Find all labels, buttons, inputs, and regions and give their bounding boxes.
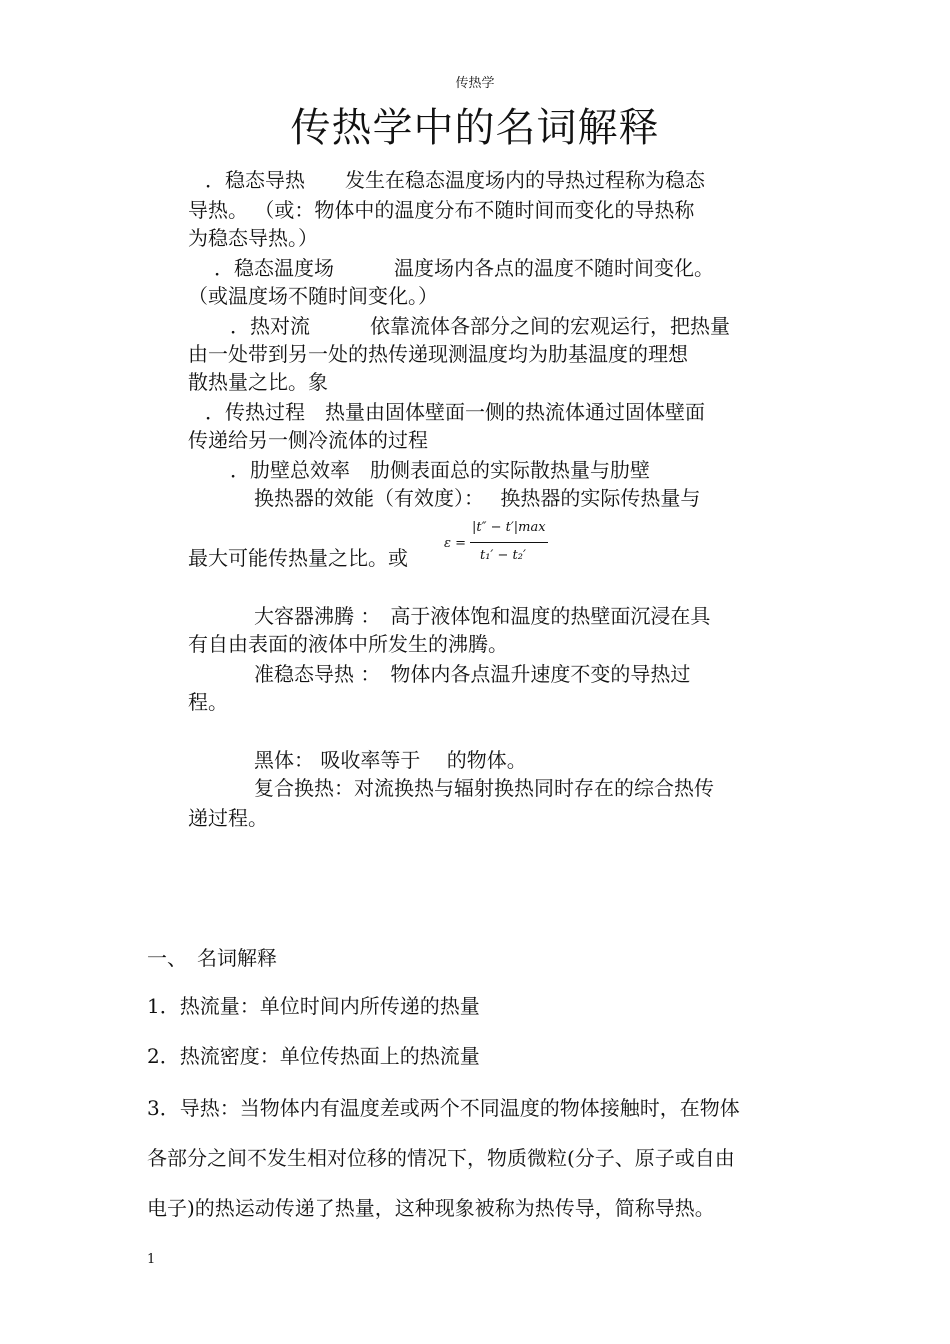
definition-item: 电子)的热运动传递了热量，这种现象被称为热传导，简称导热。 — [147, 1196, 715, 1220]
fraction-bar — [470, 542, 548, 543]
text-line: 换热器的效能（有效度）： 换热器的实际传热量与 — [254, 486, 701, 510]
text-line: 散热量之比。象 — [188, 370, 328, 394]
formula-lhs: ε = — [444, 536, 467, 551]
text-line: 导热。 （或：物体中的温度分布不随时间而变化的导热称 — [188, 198, 695, 222]
text-line: 黑体： 吸收率等于 的物体。 — [254, 748, 527, 772]
definition-item: 各部分之间不发生相对位移的情况下，物质微粒(分子、原子或自由 — [147, 1146, 735, 1170]
definition-item: 2．热流密度：单位传热面上的热流量 — [147, 1044, 480, 1068]
text-line: 为稳态导热。） — [188, 226, 318, 250]
text-line: 程。 — [188, 690, 228, 714]
running-header: 传热学 — [455, 76, 495, 91]
effectiveness-formula — [440, 518, 555, 574]
text-line: 准稳态导热 ： 物体内各点温升速度不变的导热过 — [254, 662, 691, 686]
text-line: ．热对流 依靠流体各部分之间的宏观运行，把热量 — [230, 314, 730, 338]
text-line: 由一处带到另一处的热传递现测温度均为肋基温度的理想 — [188, 342, 688, 366]
text-line: ．稳态温度场 温度场内各点的温度不随时间变化。 — [214, 256, 714, 280]
definition-item: 3．导热：当物体内有温度差或两个不同温度的物体接触时，在物体 — [147, 1096, 740, 1120]
page-number: 1 — [147, 1252, 156, 1267]
text-line: ．肋壁总效率 肋侧表面总的实际散热量与肋壁 — [230, 458, 650, 482]
text-line: 大容器沸腾 ： 高于液体饱和温度的热壁面沉浸在具 — [254, 604, 711, 628]
text-line: ．传热过程 热量由固体壁面一侧的热流体通过固体壁面 — [205, 400, 705, 424]
text-line: 复合换热：对流换热与辐射换热同时存在的综合热传 — [254, 776, 714, 800]
text-line: 传递给另一侧冷流体的过程 — [188, 428, 428, 452]
text-line: 递过程。 — [188, 806, 268, 830]
text-line: 有自由表面的液体中所发生的沸腾。 — [188, 632, 508, 656]
section-heading: 一、 名词解释 — [147, 946, 277, 970]
page-title: 传热学中的名词解释 — [290, 105, 660, 151]
definition-item: 1．热流量：单位时间内所传递的热量 — [147, 994, 480, 1018]
text-line: 最大可能传热量之比。或 — [188, 546, 408, 570]
text-line: ．稳态导热 发生在稳态温度场内的导热过程称为稳态 — [205, 168, 705, 192]
formula-numerator: |t″ − t′|max — [472, 520, 546, 535]
text-line: （或温度场不随时间变化。） — [188, 284, 438, 308]
formula-denominator: t₁′ − t₂′ — [480, 548, 526, 563]
